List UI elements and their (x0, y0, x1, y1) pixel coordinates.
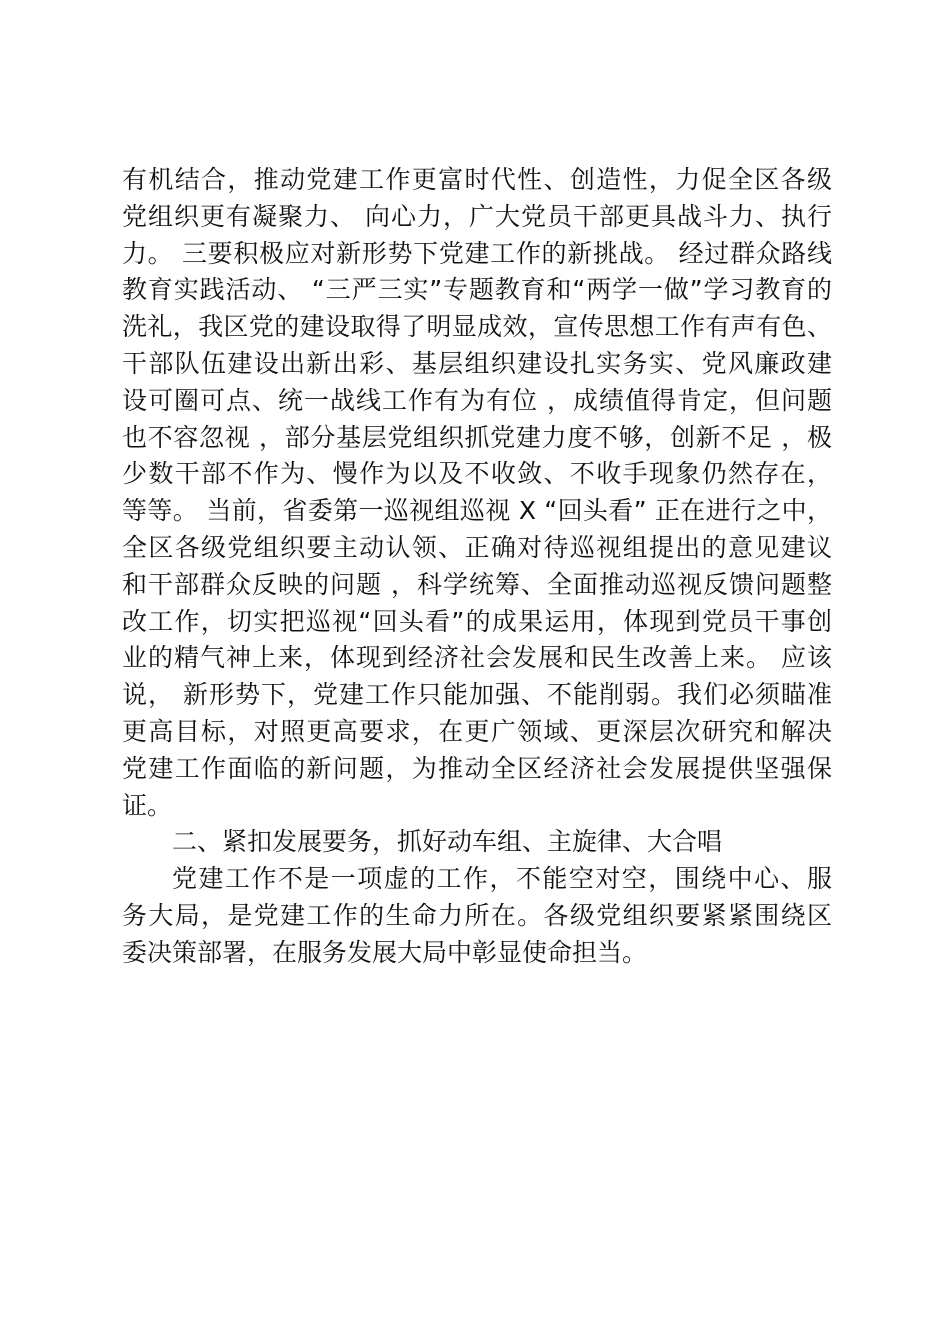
section-heading: 二、紧扣发展要务，抓好动车组、主旋律、大合唱 (172, 827, 723, 857)
paragraph-line: 说， 新形势下，党建工作只能加强、不能削弱。我们必须瞄准 (122, 680, 832, 710)
paragraph-line: 党组织更有凝聚力、 向心力，广大党员干部更具战斗力、执行 (122, 201, 832, 231)
paragraph-line: 委决策部署，在服务发展大局中彰显使命担当。 (122, 937, 648, 967)
paragraph-line: 也不容忽视 ，部分基层党组织抓党建力度不够，创新不足 ，极 (122, 422, 832, 452)
paragraph-line: 教育实践活动、 “三严三实”专题教育和“两学一做”学习教育的 (122, 275, 832, 305)
paragraph-line: 少数干部不作为、慢作为以及不收敛、不收手现象仍然存在， (122, 459, 832, 489)
paragraph-line: 改工作，切实把巡视“回头看”的成果运用，体现到党员干事创 (122, 606, 832, 636)
paragraph-line: 党建工作不是一项虚的工作，不能空对空，围绕中心、服 (172, 864, 832, 894)
paragraph-line: 和干部群众反映的问题 ，科学统筹、全面推动巡视反馈问题整 (122, 569, 832, 599)
paragraph-line: 全区各级党组织要主动认领、正确对待巡视组提出的意见建议 (122, 532, 832, 562)
paragraph-line: 设可圈可点、统一战线工作有为有位 ，成绩值得肯定，但问题 (122, 385, 832, 415)
paragraph-line: 有机结合，推动党建工作更富时代性、创造性，力促全区各级 (122, 165, 832, 194)
paragraph-line: 党建工作面临的新问题，为推动全区经济社会发展提供坚强保 (122, 753, 832, 783)
paragraph-line: 洗礼，我区党的建设取得了明显成效，宣传思想工作有声有色、 (122, 312, 832, 342)
paragraph-line: 务大局，是党建工作的生命力所在。各级党组织要紧紧围绕区 (122, 900, 832, 930)
paragraph-line: 力。 三要积极应对新形势下党建工作的新挑战。 经过群众路线 (122, 238, 832, 268)
paragraph-line: 更高目标，对照更高要求，在更广领域、更深层次研究和解决 (122, 716, 832, 746)
paragraph-line: 证。 (122, 790, 173, 820)
paragraph-line: 干部队伍建设出新出彩、基层组织建设扎实务实、党风廉政建 (122, 348, 832, 378)
paragraph-line: 等等。 当前，省委第一巡视组巡视 X “回头看” 正在进行之中， (122, 496, 832, 526)
paragraph-line: 业的精气神上来，体现到经济社会发展和民生改善上来。 应该 (122, 643, 832, 673)
document-body (122, 162, 832, 972)
